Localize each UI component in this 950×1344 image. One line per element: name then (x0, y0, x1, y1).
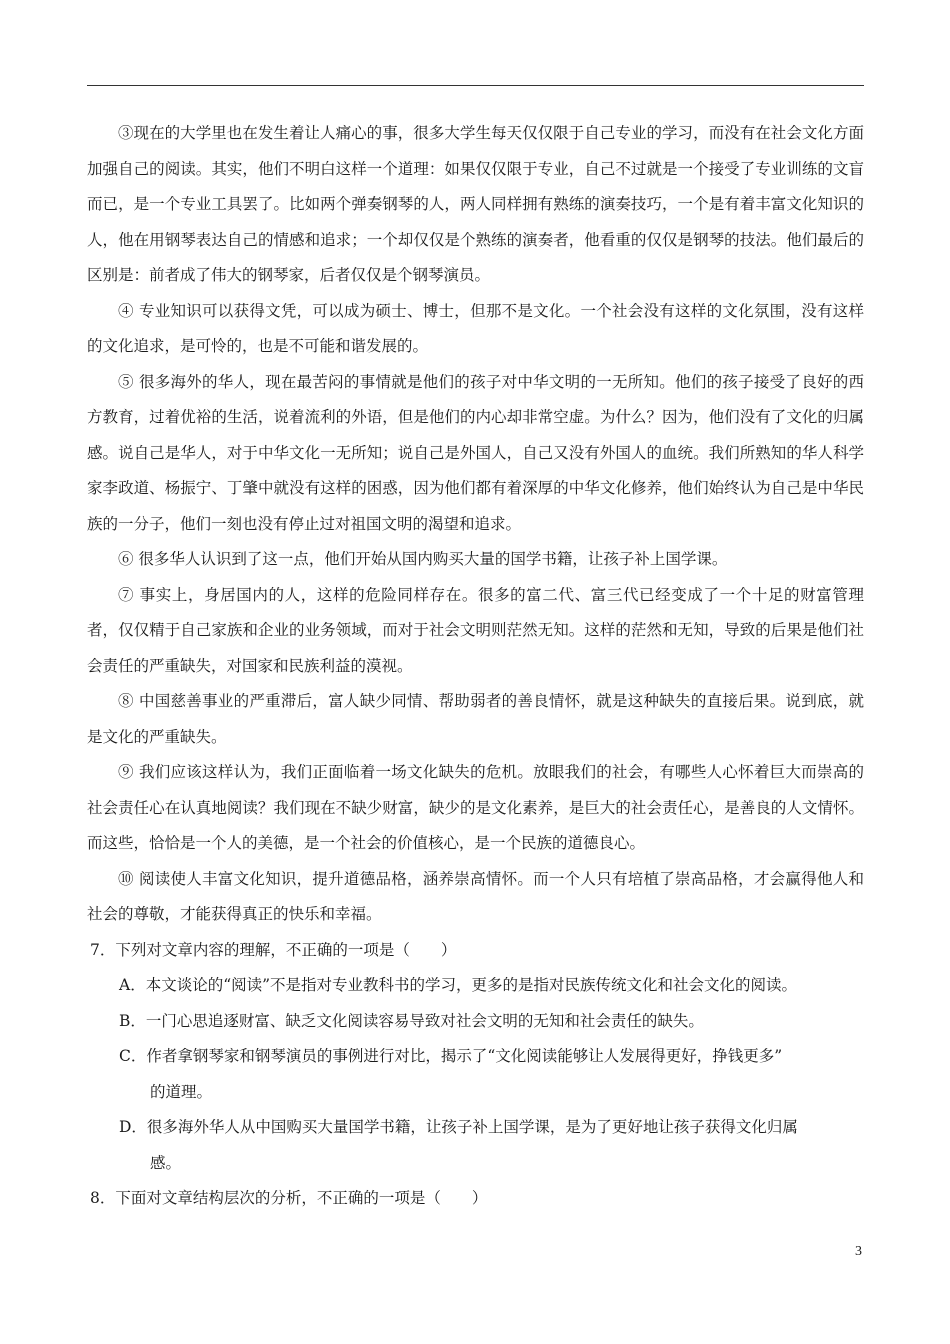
question-7-option-b (87, 1004, 864, 1040)
paragraph-8: ⑧ 中国慈善事业的严重滞后，富人缺少同情、帮助弱者的善良情怀，就是这种缺失的直接后果。说到底，就是文化的严重缺失。 (87, 692, 864, 746)
paragraph-3: ③现在的大学里也在发生着让人痛心的事，很多大学生每天仅仅限于自己专业的学习，而没有在社会文化方面加强自己的阅读。其实，他们不明白这样一个道理：如果仅仅限于专业，自己不过就是一个接受了专业训练的文盲而已，是一个专业工具罢了。比如两个弹奏钢琴的人，两人同样拥有熟练的演奏技巧，一个是有着丰富文化知识的人，他在用钢琴表达自己的情感和追求；一个却仅仅是个熟练的演奏者，他看重的仅仅是钢琴的技法。他们最后的区别是：前者成了伟大的钢琴家，后者仅仅是个钢琴演员。 (87, 124, 864, 284)
question-7-option-d (87, 1110, 864, 1181)
paragraph-9: ⑨ 我们应该这样认为，我们正面临着一场文化缺失的危机。放眼我们的社会，有哪些人心怀着巨大而崇高的社会责任心在认真地阅读？我们现在不缺少财富，缺少的是文化素养，是巨大的社会责任心，是善良的人文情怀。而这些，恰恰是一个人的美德，是一个社会的价值核心，是一个民族的道德良心。 (87, 763, 864, 852)
question-8-stem: 8．下面对文章结构层次的分析，不正确的一项是（ ） (90, 1189, 488, 1207)
question-7-option-c (87, 1039, 864, 1110)
option-d-continuation: 感。 (150, 1153, 182, 1172)
paragraph-10: ⑩ 阅读使人丰富文化知识，提升道德品格，涵养崇高情怀。而一个人只有培植了崇高品格，才会赢得他人和社会的尊敬，才能获得真正的快乐和幸福。 (87, 869, 864, 923)
paragraph-5: ⑤ 很多海外的华人，现在最苦闷的事情就是他们的孩子对中华文明的一无所知。他们的孩子接受了良好的西方教育，过着优裕的生活，说着流利的外语，但是他们的内心却非常空虚。为什么？因为，他们没有了文化的归属感。说自己是华人，对于中华文化一无所知；说自己是外国人，自己又没有外国人的血统。我们所熟知的华人科学家李政道、杨振宁、丁肇中就没有这样的困惑，因为他们都有着深厚的中华文化修养，他们始终认为自己是中华民族的一分子，他们一刻也没有停止过对祖国文明的渴望和追求。 (87, 372, 864, 533)
question-7-stem: 7．下列对文章内容的理解，不正确的一项是（ ） (90, 940, 457, 959)
paragraph-4: ④ 专业知识可以获得文凭，可以成为硕士、博士，但那不是文化。一个社会没有这样的文化氛围，没有这样的文化追求，是可怜的，也是不可能和谐发展的。 (87, 301, 864, 355)
question-7-option-a (87, 968, 864, 1004)
option-a-text: A．本文谈论的“阅读”不是指对专业教科书的学习，更多的是指对民族传统文化和社会文化的阅读。 (119, 976, 798, 994)
option-d-text: D．很多海外华人从中国购买大量国学书籍，让孩子补上国学课，是为了更好地让孩子获得文化归属 (119, 1118, 798, 1136)
document-body (87, 116, 864, 1217)
paragraph-7: ⑦ 事实上，身居国内的人，这样的危险同样存在。很多的富二代、富三代已经变成了一个十足的财富管理者，仅仅精于自己家族和企业的业务领域，而对于社会文明则茫然无知。这样的茫然和无知，导致的后果是他们社会责任的严重缺失，对国家和民族利益的漠视。 (87, 585, 864, 675)
page-number: 3 (855, 1244, 862, 1259)
option-b-text: B．一门心思追逐财富、缺乏文化阅读容易导致对社会文明的无知和社会责任的缺失。 (119, 1011, 704, 1030)
option-c-continuation: 的道理。 (150, 1082, 213, 1101)
option-c-text: C．作者拿钢琴家和钢琴演员的事例进行对比，揭示了“文化阅读能够让人发展得更好，挣钱更多” (119, 1047, 783, 1065)
header-rule (87, 85, 864, 86)
paragraph-6: ⑥ 很多华人认识到了这一点，他们开始从国内购买大量的国学书籍，让孩子补上国学课。 (118, 550, 728, 568)
